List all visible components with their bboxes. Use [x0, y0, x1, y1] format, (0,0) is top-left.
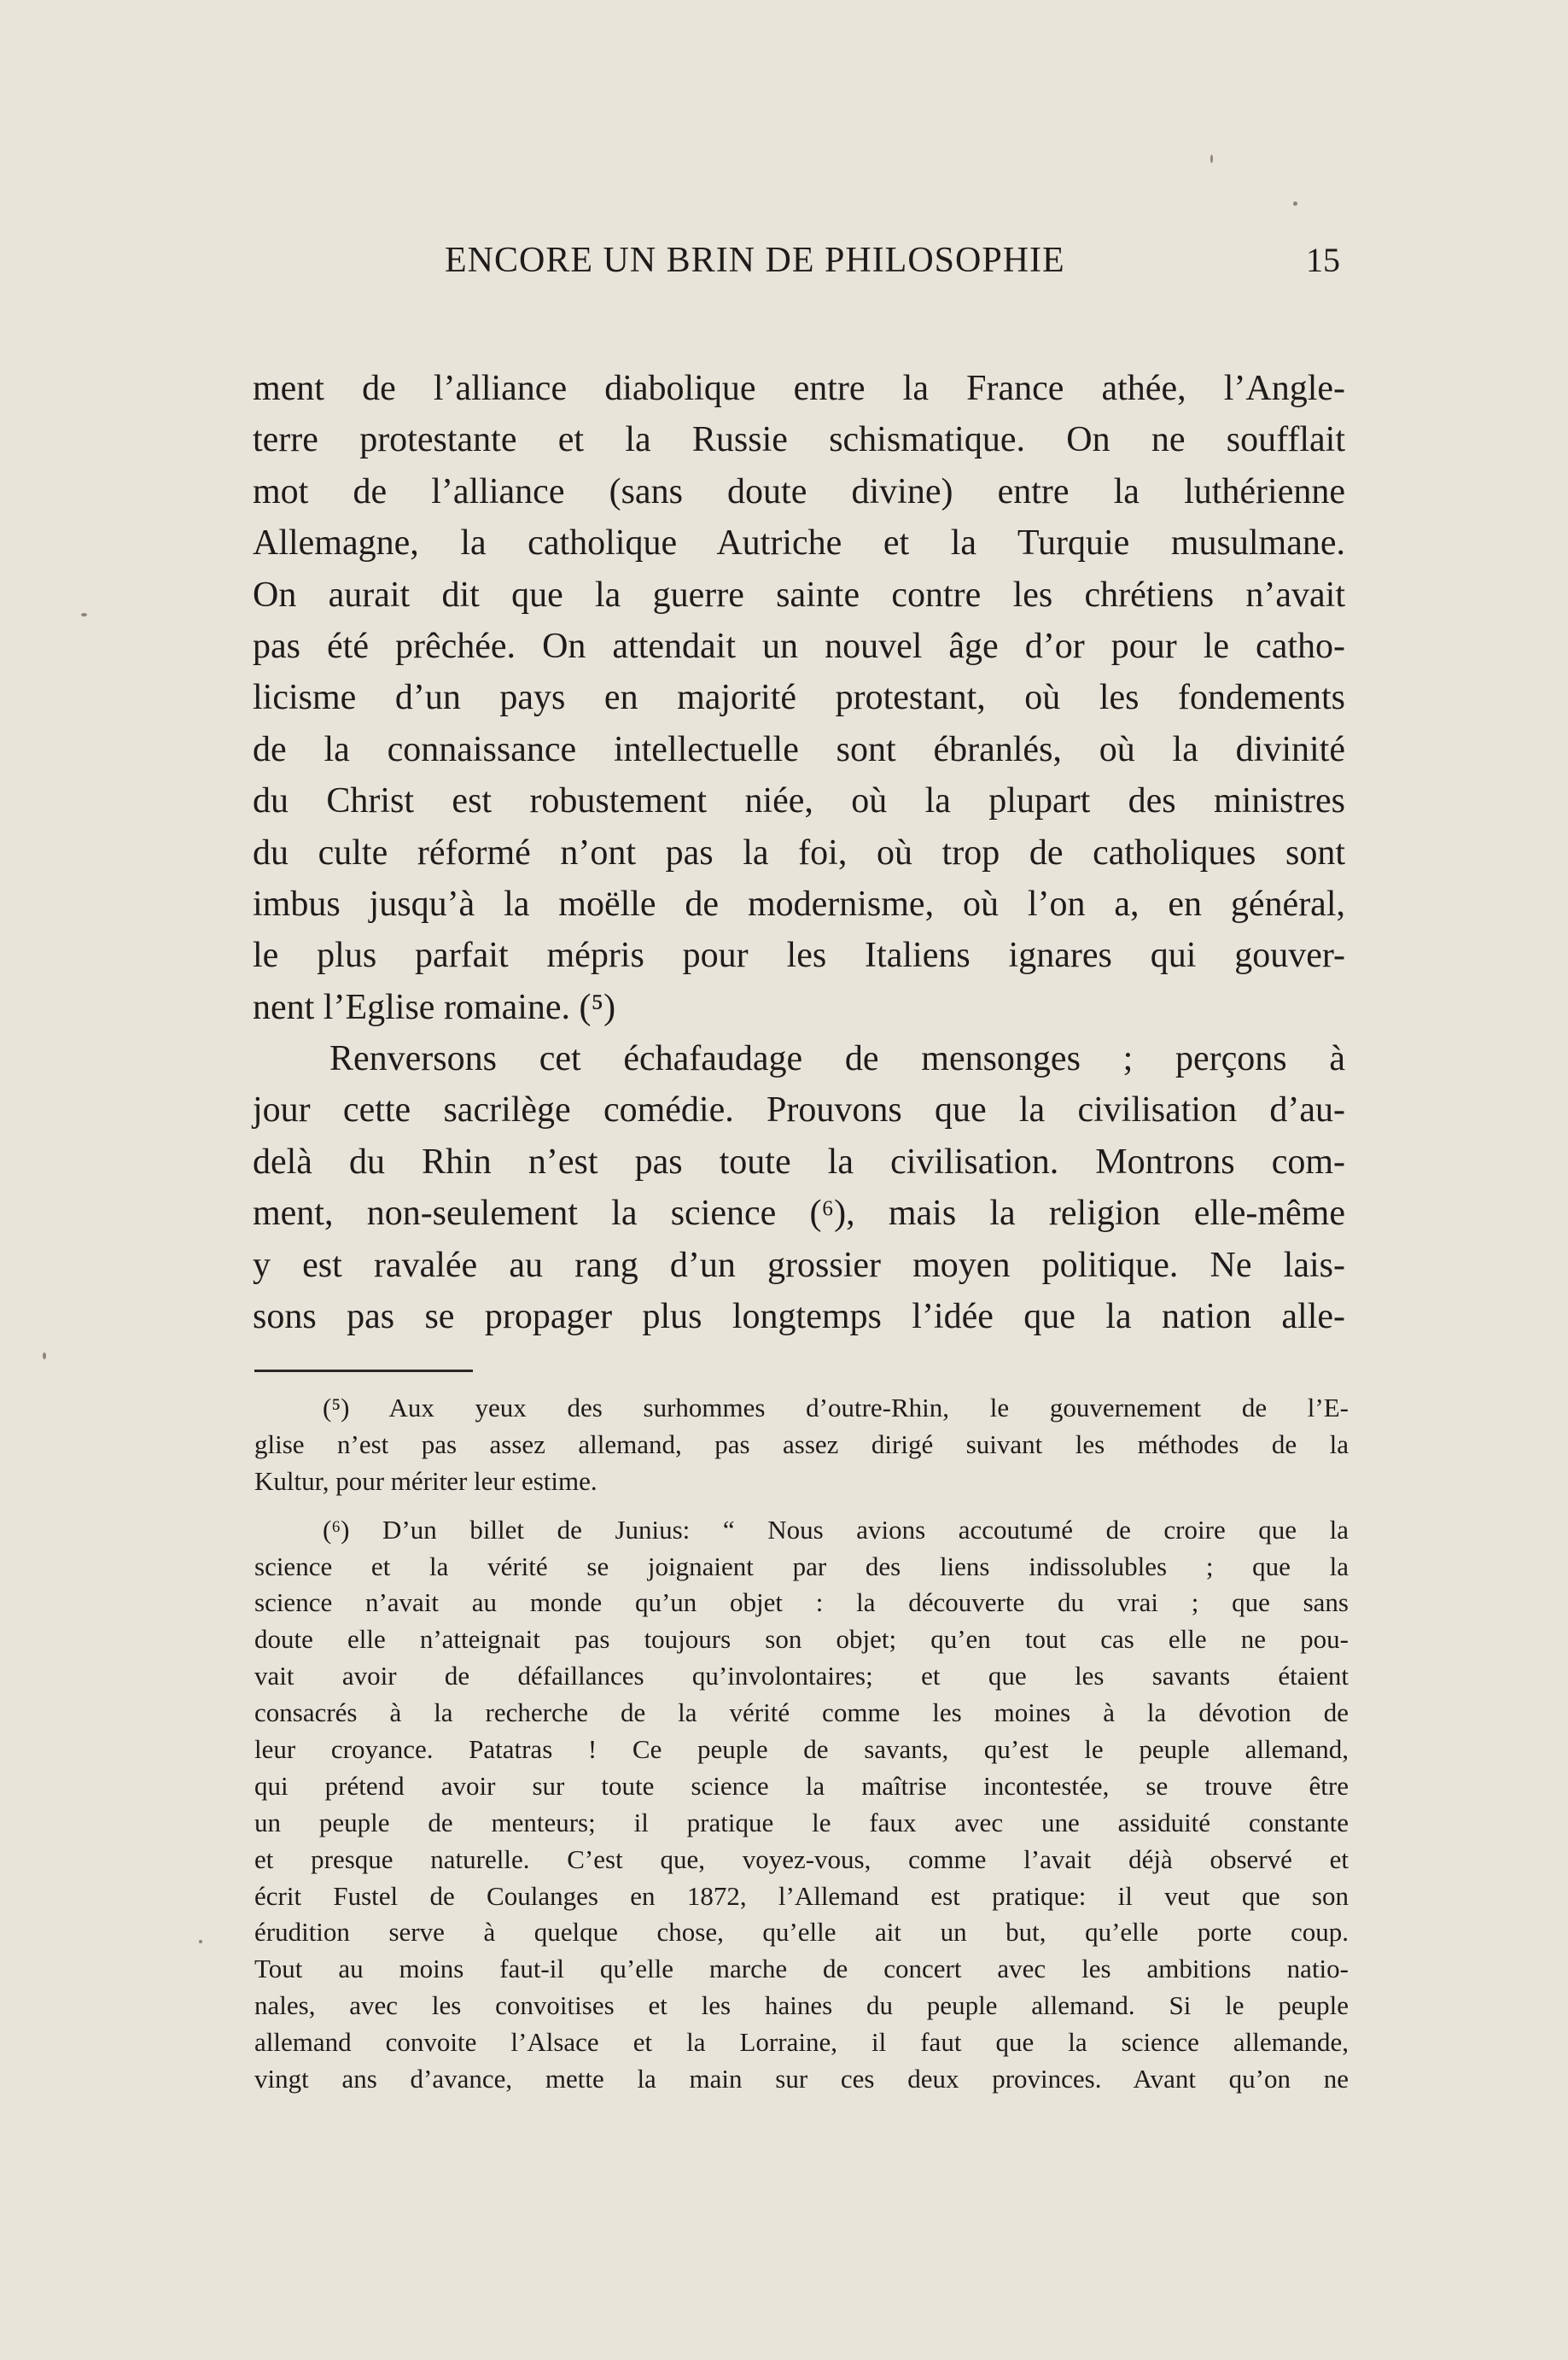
footnote-line: nales, avec les convoitises et les haines du peuple allemand. Si le peuple [254, 1990, 1349, 2021]
footnote-line: un peuple de menteurs; il pratique le faux avec une assiduité constante [254, 1807, 1349, 1837]
body-line: imbus jusqu’à la moëlle de modernisme, où l’on a, en général, [253, 884, 1345, 924]
footnote-line: leur croyance. Patatras ! Ce peuple de savants, qu’est le peuple allemand, [254, 1734, 1349, 1765]
body-line: terre protestante et la Russie schismatique. On ne soufflait [253, 420, 1345, 460]
body-line: ment, non-seulement la science (⁶), mais la religion elle-même [253, 1194, 1345, 1234]
footnote-line: glise n’est pas assez allemand, pas assez dirigé suivant les méthodes de la [254, 1428, 1349, 1459]
body-line: sons pas se propager plus longtemps l’idée que la nation alle- [253, 1297, 1345, 1337]
footnote-line: doute elle n’atteignait pas toujours son objet; qu’en tout cas elle ne pou- [254, 1624, 1349, 1655]
footnote-separator [254, 1370, 473, 1372]
footnote-line: science et la vérité se joignaient par des liens indissolubles ; que la [254, 1551, 1349, 1581]
footnote-line: qui prétend avoir sur toute science la maîtrise incontestée, se trouve être [254, 1770, 1349, 1801]
paper-speck [81, 613, 87, 616]
paper-speck [1210, 155, 1213, 163]
body-line: mot de l’alliance (sans doute divine) entre la luthérienne [253, 471, 1345, 511]
footnote-line: érudition serve à quelque chose, qu’elle ait un but, qu’elle porte coup. [254, 1917, 1349, 1948]
body-line: de la connaissance intellectuelle sont ébranlés, où la divinité [253, 729, 1345, 769]
body-text [253, 363, 1345, 1342]
footnote-line: science n’avait au monde qu’un objet : la découverte du vrai ; que sans [254, 1587, 1349, 1618]
body-line: Renversons cet échafaudage de mensonges ; perçons à [329, 1039, 1345, 1079]
footnote-line: (⁶) D’un billet de Junius: “ Nous avions accoutumé de croire que la [323, 1514, 1349, 1545]
footnote-line: Tout au moins faut-il qu’elle marche de concert avec les ambitions natio- [254, 1954, 1349, 1984]
body-line: On aurait dit que la guerre sainte contre les chrétiens n’avait [253, 575, 1345, 615]
footnote-line: (⁵) Aux yeux des surhommes d’outre-Rhin, le gouvernement de l’E- [323, 1393, 1349, 1422]
body-line: ment de l’alliance diabolique entre la France athée, l’Angle- [253, 369, 1345, 408]
footnote-line: écrit Fustel de Coulanges en 1872, l’Allemand est pratique: il veut que son [254, 1880, 1349, 1911]
footnote-line: consacrés à la recherche de la vérité comme les moines à la dévotion de [254, 1697, 1349, 1728]
footnote-line: et presque naturelle. C’est que, voyez-vous, comme l’avait déjà observé et [254, 1843, 1349, 1874]
paper-speck [1293, 202, 1297, 206]
body-line: delà du Rhin n’est pas toute la civilisation. Montrons com- [253, 1142, 1345, 1182]
page-number: 15 [1306, 241, 1340, 279]
body-line: nent l’Eglise romaine. (⁵) [253, 987, 616, 1027]
footnote-5 [254, 1390, 1349, 1500]
paper-speck [43, 1352, 46, 1359]
footnote-line: Kultur, pour mériter leur estime. [254, 1465, 597, 1496]
body-line: du culte réformé n’ont pas la foi, où trop de catholiques sont [253, 832, 1345, 873]
running-head: ENCORE UN BRIN DE PHILOSOPHIE [445, 241, 1065, 280]
footnote-line: vingt ans d’avance, mette la main sur ces deux provinces. Avant qu’on ne [254, 2064, 1349, 2094]
body-line: Allemagne, la catholique Autriche et la Turquie musulmane. [253, 523, 1345, 564]
body-line: jour cette sacrilège comédie. Prouvons que la civilisation d’au- [253, 1090, 1345, 1130]
body-line: licisme d’un pays en majorité protestant, où les fondements [253, 678, 1345, 718]
footnote-line: allemand convoite l’Alsace et la Lorraine, il faut que la science allemande, [254, 2027, 1349, 2058]
paper-speck [199, 1940, 202, 1943]
footnote-line: vait avoir de défaillances qu’involontaires; et que les savants étaient [254, 1661, 1349, 1691]
footnote-6 [254, 1512, 1349, 2098]
body-line: le plus parfait mépris pour les Italiens ignares qui gouver- [253, 936, 1345, 976]
footnotes [254, 1390, 1349, 2110]
body-line: y est ravalée au rang d’un grossier moyen politique. Ne lais- [253, 1245, 1345, 1285]
body-line: pas été prêchée. On attendait un nouvel âge d’or pour le catho- [253, 626, 1345, 666]
body-line: du Christ est robustement niée, où la plupart des ministres [253, 781, 1345, 821]
